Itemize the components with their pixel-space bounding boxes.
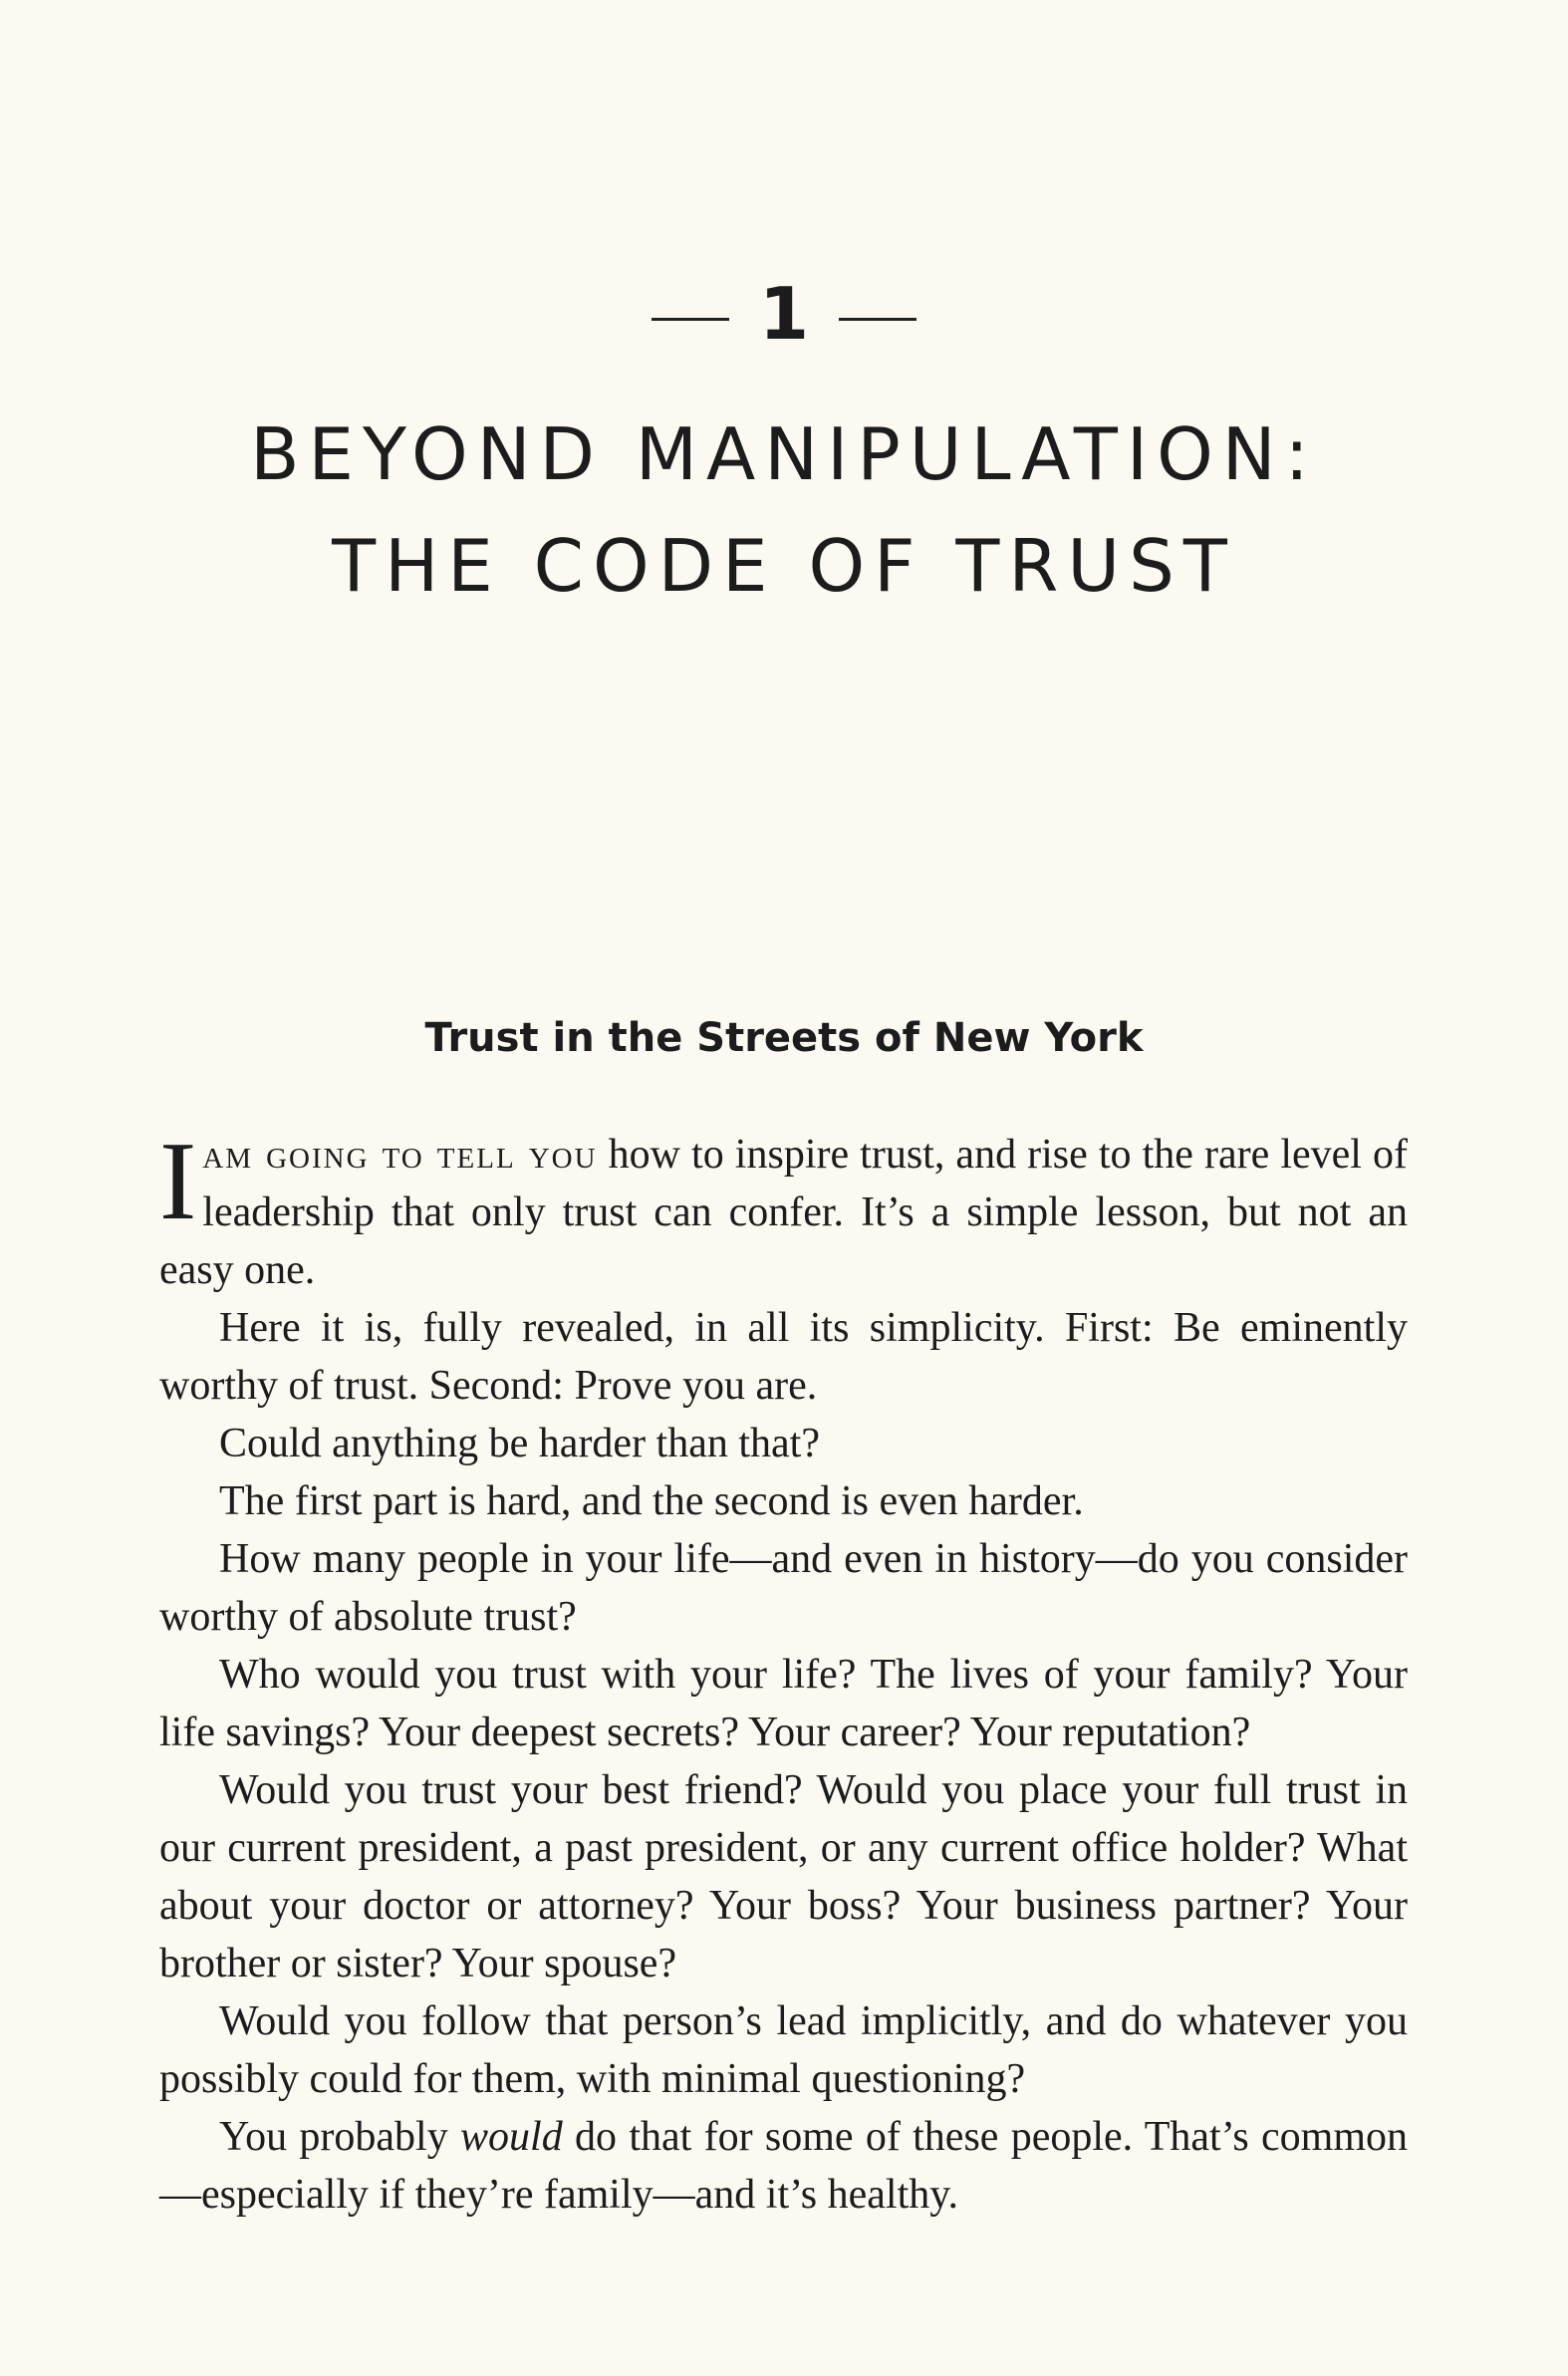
chapter-title-line-2: THE CODE OF TRUST: [332, 524, 1236, 608]
chapter-title-line-1: BEYOND MANIPULATION:: [250, 412, 1318, 496]
paragraph-1: [159, 1120, 1408, 1299]
drop-cap: I: [159, 1120, 197, 1243]
chapter-title: [0, 398, 1568, 622]
body-text: [159, 1120, 1408, 2224]
paragraph-6: Who would you trust with your life? The lives of your family? Your life savings? Your deepest secrets? Your career? Your reputation?: [159, 1652, 1408, 1755]
emphasis-would: would: [460, 2114, 563, 2160]
paragraph-9-end: do that for some of these people. That’s common—especially if they’re family—and it’s healthy.: [159, 2114, 1408, 2218]
paragraph-4: The first part is hard, and the second is even harder.: [219, 1478, 1084, 1524]
chapter-number-line: [0, 269, 1568, 359]
right-dash: [839, 318, 916, 321]
paragraph-8: Would you follow that person’s lead implicitly, and do whatever you possibly could for them, with minimal questioning?: [159, 1998, 1408, 2102]
opening-small-caps: am going to tell you: [202, 1132, 598, 1178]
chapter-number: 1: [758, 272, 810, 356]
paragraph-1-text: how to inspire trust, and rise to the rare level of leadership that only trust can confer. It’s a simple lesson, but not an easy one.: [159, 1132, 1408, 1293]
paragraph-2: Here it is, fully revealed, in all its simplicity. First: Be eminently worthy of trust. Second: Prove you are.: [159, 1305, 1408, 1409]
left-dash: [652, 318, 729, 321]
paragraph-7: Would you trust your best friend? Would you place your full trust in our current president, a past president, or any current office holder? What about your doctor or attorney? Your boss? Your business partner? Your brother or sister? Your spouse?: [159, 1767, 1408, 1986]
paragraph-9: [159, 2108, 1408, 2224]
paragraph-9-start: You probably: [219, 2114, 461, 2160]
section-heading: Trust in the Streets of New York: [424, 1015, 1144, 1061]
paragraph-5: How many people in your life—and even in history—do you consider worthy of absolute trust?: [159, 1536, 1408, 1640]
paragraph-3: Could anything be harder than that?: [219, 1421, 820, 1466]
